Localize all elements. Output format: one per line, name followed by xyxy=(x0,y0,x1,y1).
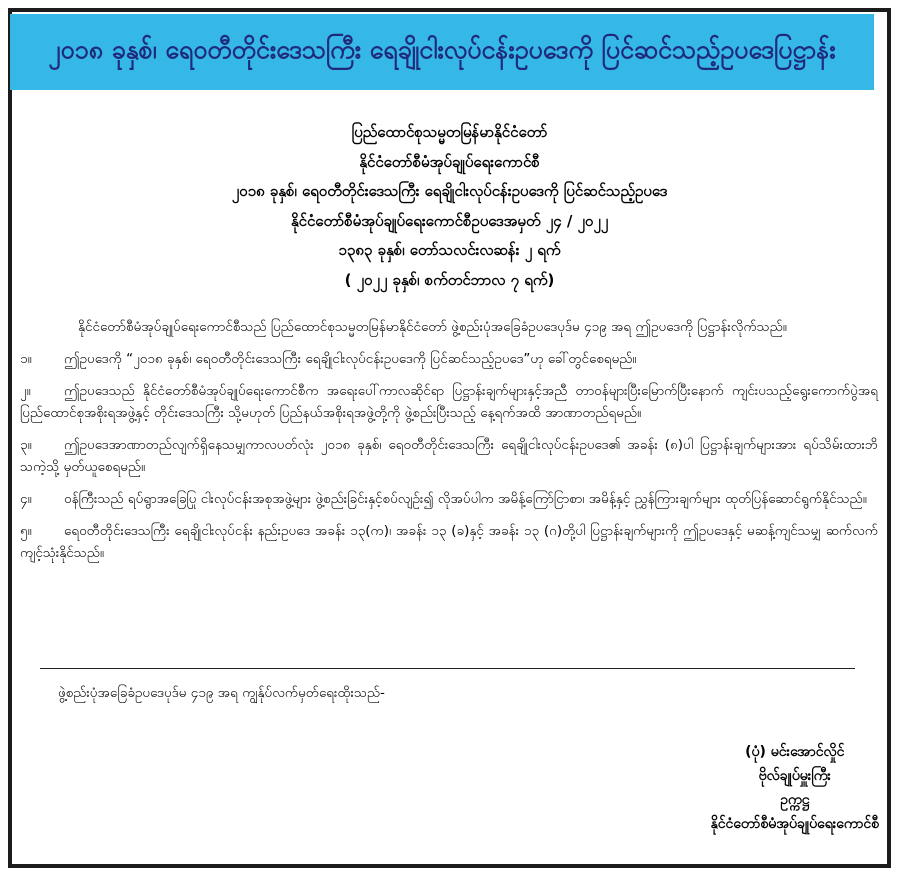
signing-statement: ဖွဲ့စည်းပုံအခြေခံဥပဒေပုဒ်မ ၄၁၉ အရ ကျွန်ုပ်လက်မှတ်ရေးထိုးသည်- xyxy=(58,685,385,701)
law-title: ၂၀၁၈ ခုနှစ်၊ ရေဝတီတိုင်းဒေသကြီး ရေချိုငါးလုပ်ငန်းဥပဒေကို ပြင်ဆင်သည့်ဥပဒေ xyxy=(231,182,668,200)
section-5 xyxy=(20,520,878,564)
signature-block xyxy=(711,740,879,836)
country-name: ပြည်ထောင်စုသမ္မတမြန်မာနိုင်ငံတော် xyxy=(351,123,548,141)
section-number: ၅။ xyxy=(20,523,32,539)
law-body xyxy=(20,316,878,574)
date-gregorian: ( ၂၀၂၂ ခုနှစ်၊ စက်တင်ဘာလ ၇ ရက်) xyxy=(344,270,555,289)
section-text: ရေဝတီတိုင်းဒေသကြီး ရေချိုငါးလုပ်ငန်း နည်းဥပဒေ အခန်း ၁၃(က)၊ အခန်း ၁၃ (ခ)နှင့် အခန်း ၁၃ (ဂ)တို့ပါ ပြဋ္ဌာန်းချက်များကို ဤဥပဒေနှင့် မဆန့်ကျင်သမျှ ဆက်လက်ကျင့်သုံးနိုင်သည်။ xyxy=(20,523,878,561)
date-myanmar: ၁၃၈၃ ခုနှစ်၊ တော်သလင်းလဆန်း ၂ ရက် xyxy=(338,241,561,259)
section-number: ၁။ xyxy=(20,351,32,367)
section-2 xyxy=(20,380,878,424)
law-header xyxy=(20,118,879,295)
preamble: နိုင်ငံတော်စီမံအုပ်ချုပ်ရေးကောင်စီသည် ပြည်ထောင်စုသမ္မတမြန်မာနိုင်ငံတော် ဖွဲ့စည်းပုံအခြေခံဥပဒေပုဒ်မ ၄၁၉ အရ ဤဥပဒေကို ပြဋ္ဌာန်းလိုက်သည်။ xyxy=(78,319,787,335)
banner-title: ၂၀၁၈ ခုနှစ်၊ ရေဝတီတိုင်းဒေသကြီး ရေချိုငါးလုပ်ငန်းဥပဒေကို ပြင်ဆင်သည့်ဥပဒေပြဋ္ဌာန်း xyxy=(10,14,874,90)
council-name: နိုင်ငံတော်စီမံအုပ်ချုပ်ရေးကောင်စီ xyxy=(359,152,540,171)
section-3 xyxy=(20,434,878,478)
section-number: ၄။ xyxy=(20,491,32,507)
signed-name: (ပုံ) မင်းအောင်လှိုင် xyxy=(745,744,845,760)
section-number: ၂။ xyxy=(20,383,31,399)
section-text: ဤဥပဒေကို “၂၀၁၈ ခုနှစ်၊ ရေဝတီတိုင်းဒေသကြီး ရေချိုငါးလုပ်ငန်းဥပဒေကို ပြင်ဆင်သည့်ဥပဒေ”ဟု ခေါ်တွင်စေရမည်။ xyxy=(64,351,637,367)
section-number: ၃။ xyxy=(20,437,32,453)
section-4 xyxy=(20,488,878,510)
divider xyxy=(40,668,855,669)
law-number: နိုင်ငံတော်စီမံအုပ်ချုပ်ရေးကောင်စီဥပဒေအမှတ် ၂၄ / ၂၀၂၂ xyxy=(290,211,609,230)
section-1 xyxy=(20,348,878,370)
section-text: ဝန်ကြီးသည် ရပ်ရွာအခြေပြု ငါးလုပ်ငန်းအစုအဖွဲ့များ ဖွဲ့စည်းခြင်းနှင့်စပ်လျဉ်း၍ လိုအပ်ပါက အမိန့်ကြော်ငြာစာ၊ အမိန့်နှင့် ညွှန်ကြားချက်များ ထုတ်ပြန်ဆောင်ရွက်နိုင်သည်။ xyxy=(64,491,867,507)
signer-rank: ဗိုလ်ချုပ်မှူးကြီး xyxy=(758,768,831,784)
signer-organization: နိုင်ငံတော်စီမံအုပ်ချုပ်ရေးကောင်စီ xyxy=(710,816,879,832)
signer-role: ဥက္ကဋ္ဌ xyxy=(780,792,810,808)
section-text: ဤဥပဒေသည် နိုင်ငံတော်စီမံအုပ်ချုပ်ရေးကောင်စီက အရေးပေါ်ကာလဆိုင်ရာ ပြဋ္ဌာန်းချက်များနှင့်အညီ တာဝန်များပြီးမြောက်ပြီးနောက် ကျင်းပသည့်ရွေးကောက်ပွဲအရ ပြည်ထောင်စုအစိုးရအဖွဲ့နှင့် တိုင်းဒေသကြီး သို့မဟုတ် ပြည်နယ်အစိုးရအဖွဲ့တို့ကို ဖွဲ့စည်းပြီးသည့် နေ့ရက်အထိ အာဏာတည်ရမည်။ xyxy=(20,383,878,421)
section-text: ဤဥပဒေအာဏာတည်လျက်ရှိနေသမျှကာလပတ်လုံး ၂၀၁၈ ခုနှစ်၊ ရေဝတီတိုင်းဒေသကြီး ရေချိုငါးလုပ်ငန်းဥပဒေ၏ အခန်း (၈)ပါ ပြဋ္ဌာန်းချက်များအား ရပ်သိမ်းထားဘိသကဲ့သို့ မှတ်ယူစေရမည်။ xyxy=(20,437,878,475)
